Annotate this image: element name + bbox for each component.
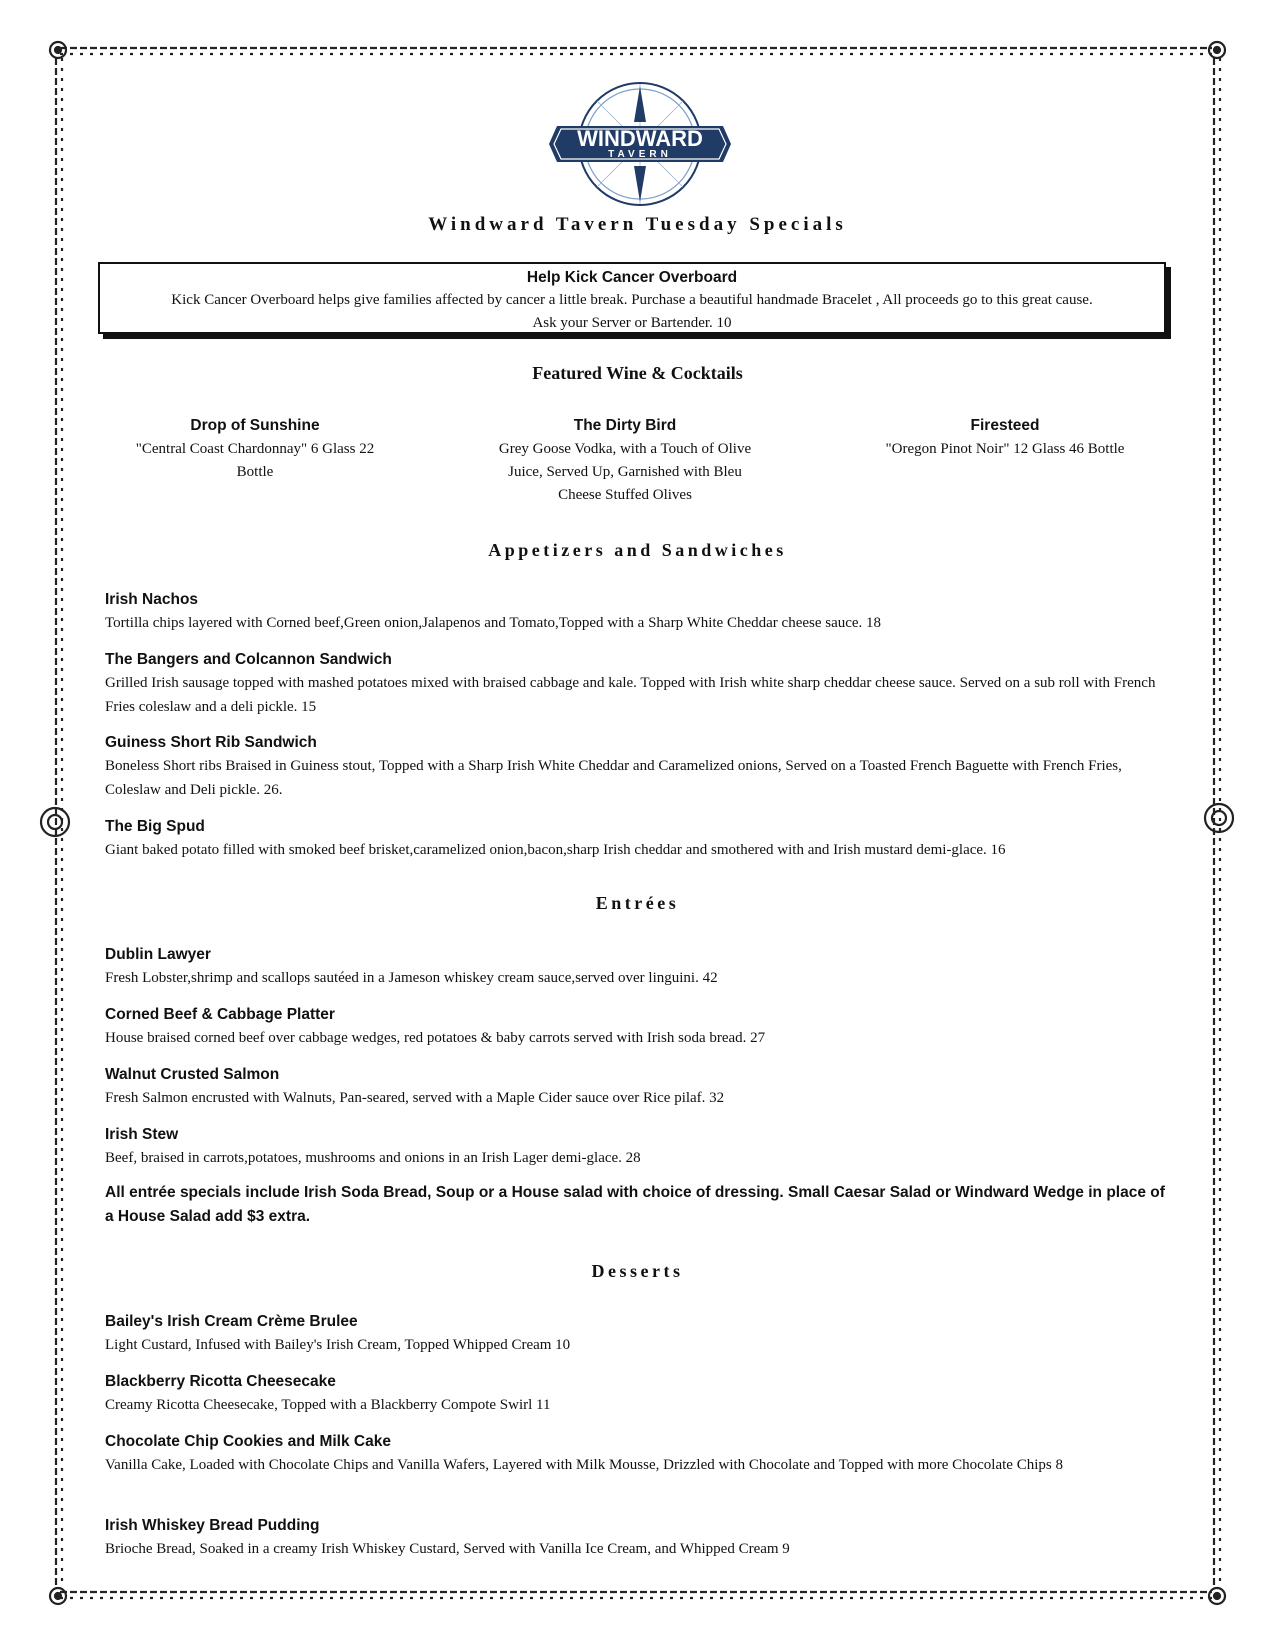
menu-item <box>105 1003 1165 1051</box>
featured-name: Drop of Sunshine <box>190 417 320 434</box>
page-title: Windward Tavern Tuesday Specials <box>428 214 847 235</box>
featured-desc: Grey Goose Vodka, with a Touch of Olive <box>498 441 752 457</box>
item-desc: Fresh Lobster,shrimp and scallops sautéed in a Jameson whiskey cream sauce,served over linguini. 42 <box>105 970 718 986</box>
entrees-heading: Entrées <box>595 893 680 913</box>
menu-item <box>105 1123 1165 1171</box>
menu-item <box>105 1430 1165 1478</box>
entree-note: All entrée specials include Irish Soda Bread, Soup or a House salad with choice of dressing. Small Caesar Salad or Windward Wedge in place of a House Salad add $3 extra. <box>105 1184 1165 1225</box>
featured-name: Firesteed <box>970 417 1040 434</box>
item-name: Bailey's Irish Cream Crème Brulee <box>105 1313 358 1330</box>
notice-title: Help Kick Cancer Overboard <box>526 269 738 286</box>
featured-name: The Dirty Bird <box>573 417 677 434</box>
featured-desc: "Central Coast Chardonnay" 6 Glass 22 <box>135 441 375 457</box>
item-name: Walnut Crusted Salmon <box>105 1066 280 1083</box>
windward-tavern-logo <box>545 82 735 212</box>
menu-item <box>105 731 1165 802</box>
featured-desc: "Oregon Pinot Noir" 12 Glass 46 Bottle <box>885 441 1125 457</box>
item-desc: Vanilla Cake, Loaded with Chocolate Chips and Vanilla Wafers, Layered with Milk Mousse, Drizzled with Chocolate and Topped with more Chocolate Chips 8 <box>105 1457 1063 1473</box>
menu-item <box>105 648 1165 719</box>
desserts-heading: Desserts <box>591 1261 684 1281</box>
item-name: The Bangers and Colcannon Sandwich <box>105 651 392 668</box>
menu-item <box>105 1063 1165 1111</box>
featured-item <box>470 414 780 507</box>
svg-text:WINDWARD: WINDWARD <box>577 126 703 151</box>
menu-item <box>105 1370 1165 1418</box>
item-desc: Beef, braised in carrots,potatoes, mushrooms and onions in an Irish Lager demi-glace. 28 <box>105 1150 641 1166</box>
menu-item <box>105 815 1165 863</box>
item-name: Irish Nachos <box>105 591 199 608</box>
item-desc: Creamy Ricotta Cheesecake, Topped with a Blackberry Compote Swirl 11 <box>105 1397 551 1413</box>
menu-item <box>105 943 1165 991</box>
item-name: Irish Stew <box>105 1126 179 1143</box>
appetizers-heading: Appetizers and Sandwiches <box>488 540 787 560</box>
item-desc: Light Custard, Infused with Bailey's Irish Cream, Topped Whipped Cream 10 <box>105 1337 571 1353</box>
item-name: Corned Beef & Cabbage Platter <box>105 1006 335 1023</box>
item-name: The Big Spud <box>105 818 205 835</box>
item-desc: Giant baked potato filled with smoked beef brisket,caramelized onion,bacon,sharp Irish cheddar and smothered with and Irish mustard demi-glace. 16 <box>105 842 1006 858</box>
menu-item <box>105 588 1165 636</box>
featured-desc: Cheese Stuffed Olives <box>558 487 692 503</box>
featured-item <box>110 414 400 484</box>
item-desc: Boneless Short ribs Braised in Guiness stout, Topped with a Sharp Irish White Cheddar and Caramelized onions, Served on a Toasted French Baguette with French Fries, Coleslaw and Deli pickle. 26. <box>105 758 1122 798</box>
menu-item <box>105 1514 1165 1562</box>
item-desc: Fresh Salmon encrusted with Walnuts, Pan-seared, served with a Maple Cider sauce over Rice pilaf. 32 <box>105 1090 725 1106</box>
item-name: Irish Whiskey Bread Pudding <box>105 1517 320 1534</box>
item-desc: House braised corned beef over cabbage wedges, red potatoes & baby carrots served with Irish soda bread. 27 <box>105 1030 766 1046</box>
item-name: Dublin Lawyer <box>105 946 211 963</box>
item-desc: Tortilla chips layered with Corned beef,Green onion,Jalapenos and Tomato,Topped with a Sharp White Cheddar cheese sauce. 18 <box>105 615 882 631</box>
item-desc: Brioche Bread, Soaked in a creamy Irish Whiskey Custard, Served with Vanilla Ice Cream, and Whipped Cream 9 <box>105 1541 790 1557</box>
item-name: Chocolate Chip Cookies and Milk Cake <box>105 1433 391 1450</box>
item-name: Blackberry Ricotta Cheesecake <box>105 1373 336 1390</box>
featured-item <box>855 414 1155 461</box>
item-name: Guiness Short Rib Sandwich <box>105 734 317 751</box>
menu-item <box>105 1310 1165 1358</box>
featured-heading: Featured Wine & Cocktails <box>532 363 743 383</box>
fundraiser-notice <box>98 262 1166 334</box>
notice-line-1: Kick Cancer Overboard helps give families affected by cancer a little break. Purchase a beautiful handmade Bracelet , All proceeds go to this great cause. <box>171 292 1093 308</box>
svg-text:TAVERN: TAVERN <box>608 149 672 160</box>
notice-line-2: Ask your Server or Bartender. 10 <box>532 315 732 331</box>
featured-desc: Bottle <box>236 464 274 480</box>
featured-desc: Juice, Served Up, Garnished with Bleu <box>508 464 742 480</box>
item-desc: Grilled Irish sausage topped with mashed potatoes mixed with braised cabbage and kale. Topped with Irish white sharp cheddar cheese sauce. Served on a sub roll with French Fries coleslaw and a deli pickle. 15 <box>105 675 1156 715</box>
